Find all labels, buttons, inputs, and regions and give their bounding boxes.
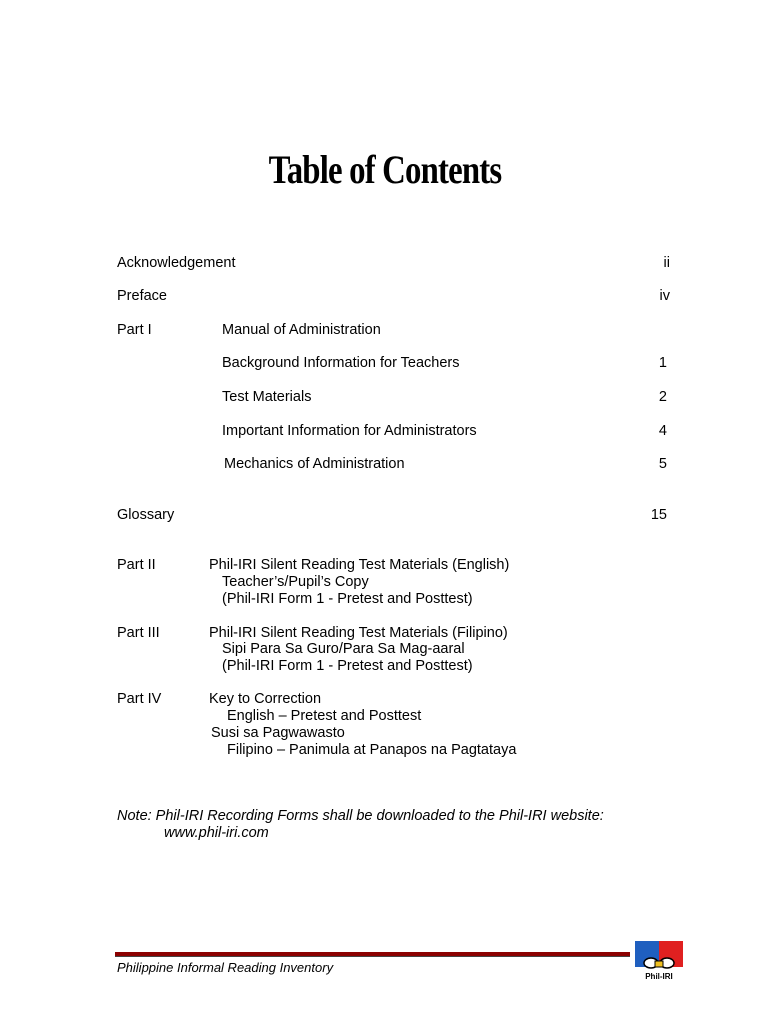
website-link[interactable]: www.phil-iri.com [164,825,269,841]
logo-text: Phil-IRI [645,972,673,981]
toc-part1-label: Part I [117,322,152,338]
note-text: Note: Phil-IRI Recording Forms shall be downloaded to the Phil-IRI website: [117,808,604,824]
toc-part3-label: Part III [117,625,160,641]
toc-part3-line: (Phil-IRI Form 1 - Pretest and Posttest) [222,658,473,674]
toc-part2-line: (Phil-IRI Form 1 - Pretest and Posttest) [222,591,473,607]
phil-iri-logo [635,941,683,981]
toc-part1-item-page: 5 [658,456,667,472]
toc-part3-line: Sipi Para Sa Guro/Para Sa Mag-aaral [222,641,465,657]
toc-part1-item: Important Information for Administrators [222,423,477,439]
toc-part2-label: Part II [117,557,156,573]
toc-page-acknowledgement: ii [663,255,670,271]
toc-part1-heading: Manual of Administration [222,322,381,338]
toc-part4-line: Filipino – Panimula at Panapos na Pagtataya [227,742,517,758]
toc-part1-item: Test Materials [222,389,312,405]
toc-part1-item-page: 2 [658,389,667,405]
toc-part1-item-page: 4 [658,423,667,439]
toc-entry-glossary: Glossary [117,507,175,523]
toc-part1-item: Mechanics of Administration [224,456,405,472]
toc-part3-line: Phil-IRI Silent Reading Test Materials (Filipino) [209,625,508,641]
toc-part4-label: Part IV [117,691,162,707]
toc-part1-item-page: 1 [658,355,667,371]
footer-text: Philippine Informal Reading Inventory [117,960,334,975]
toc-part4-line: Key to Correction [209,691,322,707]
toc-entry-preface: Preface [117,288,167,304]
note [117,808,604,842]
footer-rule [115,952,630,957]
toc-part4-line: English – Pretest and Posttest [227,708,422,724]
toc-entry-acknowledgement: Acknowledgement [117,255,236,271]
page-title: Table of Contents [268,147,502,192]
toc-part1-item: Background Information for Teachers [222,355,460,371]
toc-page-glossary: 15 [650,507,667,523]
toc-page-preface: iv [659,288,670,304]
toc-part2-line: Teacher’s/Pupil’s Copy [222,574,369,590]
toc-part2-line: Phil-IRI Silent Reading Test Materials (English) [209,557,510,573]
toc-part4-line: Susi sa Pagwawasto [211,725,345,741]
